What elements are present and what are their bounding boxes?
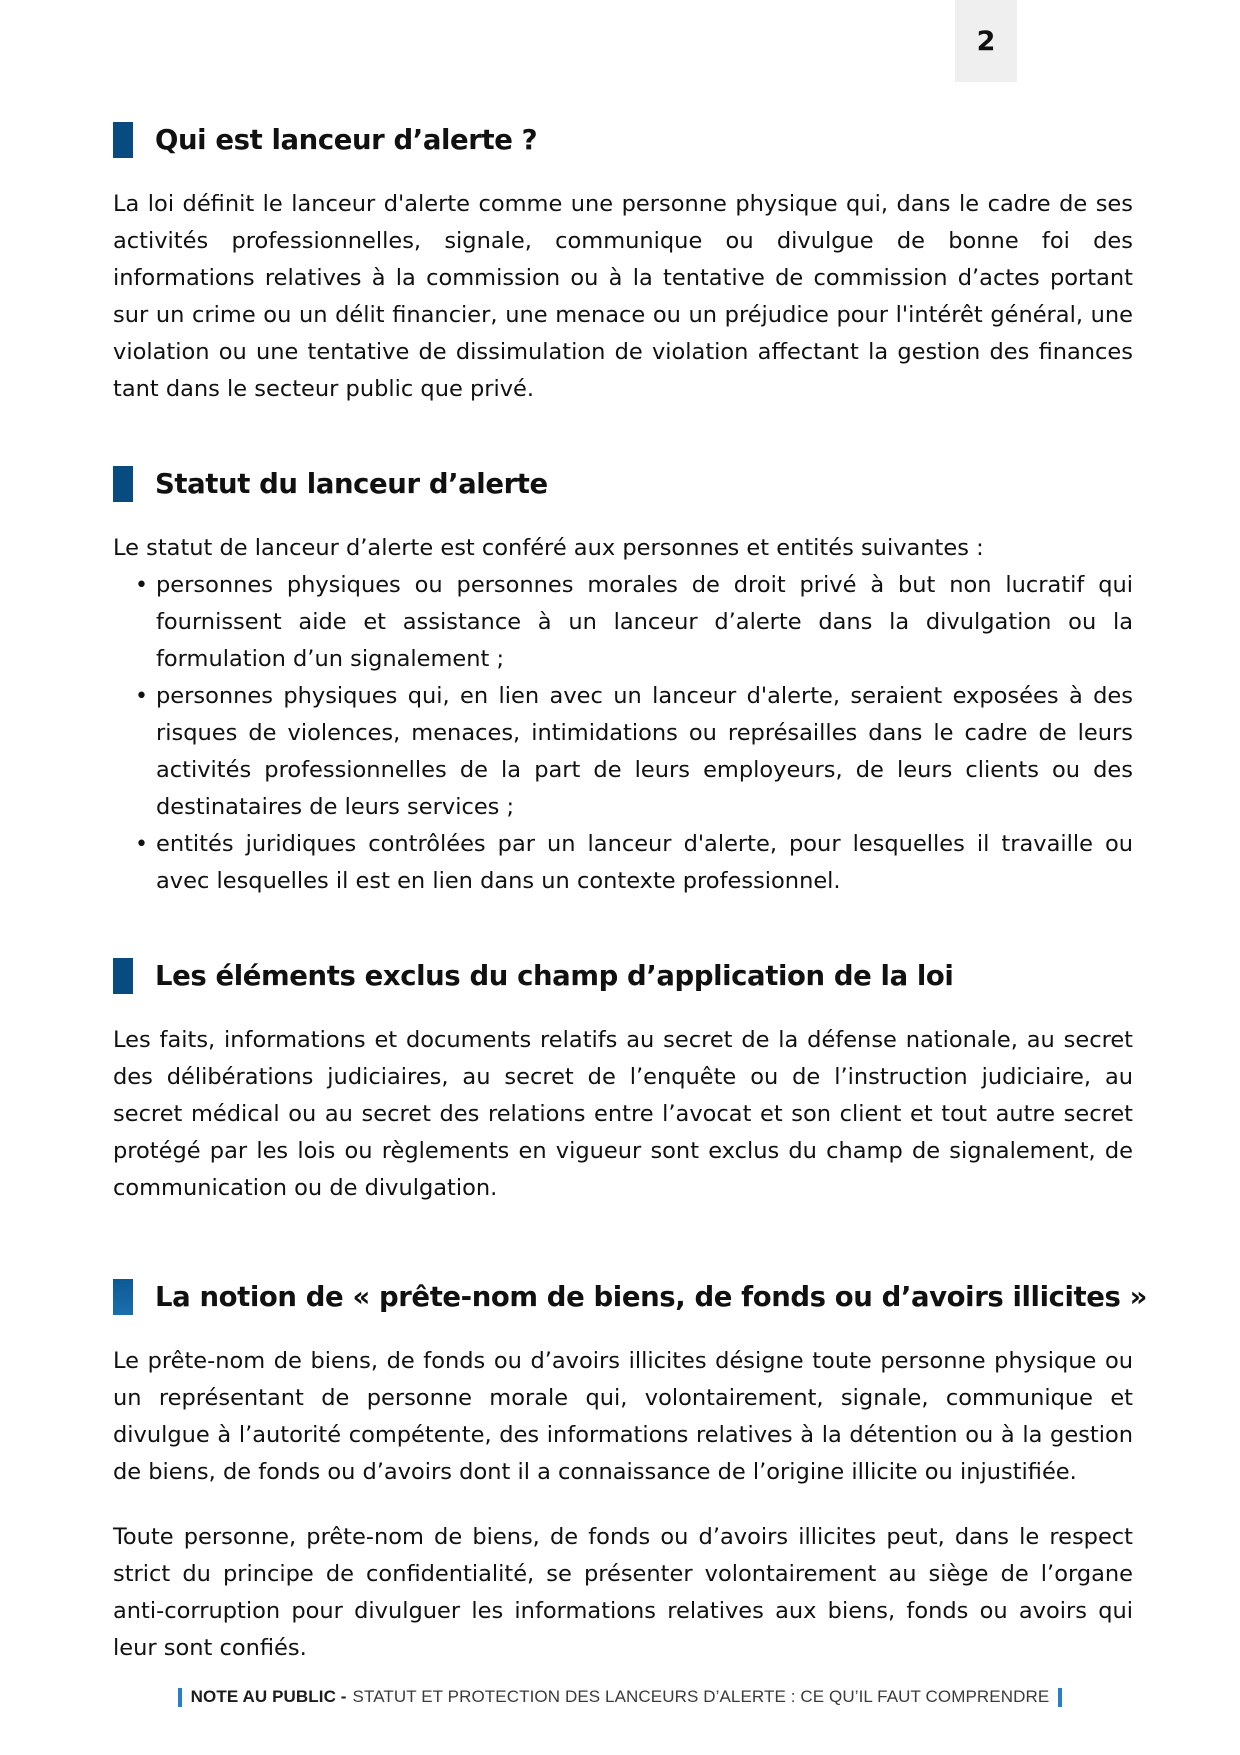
footer-title-rest: STATUT ET PROTECTION DES LANCEURS D’ALERTE : CE QU’IL FAUT COMPRENDRE	[352, 1687, 1050, 1706]
page-footer	[0, 1687, 1240, 1707]
footer-text	[191, 1687, 1050, 1707]
section-heading-label: La notion de « prête-nom de biens, de fonds ou d’avoirs illicites »	[155, 1281, 1148, 1313]
paragraph: La loi définit le lanceur d'alerte comme une personne physique qui, dans le cadre de ses activités professionnelles, signale, communique ou divulgue de bonne foi des informations relatives à la commission ou à la tentative de commission d’actes portant sur un crime ou un délit financier, une menace ou un préjudice pour l'intérêt général, une violation ou une tentative de dissimulation de violation affectant la gestion des finances tant dans le secteur public que privé.	[113, 191, 1133, 402]
document-content	[113, 122, 1148, 1667]
list-item: • personnes physiques ou personnes morales de droit privé à but non lucratif qui fournissent aide et assistance à un lanceur d’alerte dans la divulgation ou la formulation d’un signalement ;	[113, 567, 1133, 678]
section-heading	[113, 122, 1133, 158]
section-heading	[113, 1279, 1148, 1315]
heading-marker-icon	[113, 466, 133, 502]
section-heading-label: Statut du lanceur d’alerte	[155, 468, 548, 500]
section-elements-exclus	[113, 958, 1133, 1207]
section-statut-du-lanceur-alerte	[113, 466, 1133, 900]
section-intro-text: Le statut de lanceur d’alerte est conféré aux personnes et entités suivantes :	[113, 535, 984, 561]
list-item: • personnes physiques qui, en lien avec un lanceur d'alerte, seraient exposées à des risques de violences, menaces, intimidations ou représailles dans le cadre de leurs activités professionnelles de la part de leurs employeurs, de leurs clients ou des destinataires de leurs services ;	[113, 678, 1133, 826]
section-heading-label: Qui est lanceur d’alerte ?	[155, 124, 538, 156]
bullet-list	[113, 567, 1133, 900]
section-heading	[113, 958, 1133, 994]
page-number-chip	[955, 0, 1017, 82]
section-qui-est-lanceur-alerte	[113, 122, 1133, 408]
heading-marker-icon	[113, 1279, 133, 1315]
section-notion-prete-nom	[113, 1279, 1148, 1667]
footer-bar-right-icon	[1058, 1688, 1062, 1707]
paragraph: Le prête-nom de biens, de fonds ou d’avoirs illicites désigne toute personne physique ou un représentant de personne morale qui, volontairement, signale, communique et divulgue à l’autorité compétente, des informations relatives à la détention ou à la gestion de biens, de fonds ou d’avoirs dont il a connaissance de l’origine illicite ou injustifiée.	[113, 1348, 1133, 1485]
paragraph: Toute personne, prête-nom de biens, de fonds ou d’avoirs illicites peut, dans le respect strict du principe de confidentialité, se présenter volontairement au siège de l’organe anti-corruption pour divulguer les informations relatives aux biens, fonds ou avoirs qui leur sont confiés.	[113, 1524, 1133, 1661]
heading-marker-icon	[113, 958, 133, 994]
paragraph: Les faits, informations et documents relatifs au secret de la défense nationale, au secret des délibérations judiciaires, au secret de l’enquête ou de l’instruction judiciaire, au secret médical ou au secret des relations entre l’avocat et son client et tout autre secret protégé par les lois ou règlements en vigueur sont exclus du champ de signalement, de communication ou de divulgation.	[113, 1027, 1133, 1201]
page-number: 2	[976, 25, 996, 57]
section-heading	[113, 466, 1133, 502]
heading-marker-icon	[113, 122, 133, 158]
footer-bar-left-icon	[178, 1688, 182, 1707]
section-heading-label: Les éléments exclus du champ d’application de la loi	[155, 960, 954, 992]
footer-title-strong: NOTE AU PUBLIC -	[190, 1687, 347, 1706]
list-item: • entités juridiques contrôlées par un lanceur d'alerte, pour lesquelles il travaille ou avec lesquelles il est en lien dans un contexte professionnel.	[113, 826, 1133, 900]
